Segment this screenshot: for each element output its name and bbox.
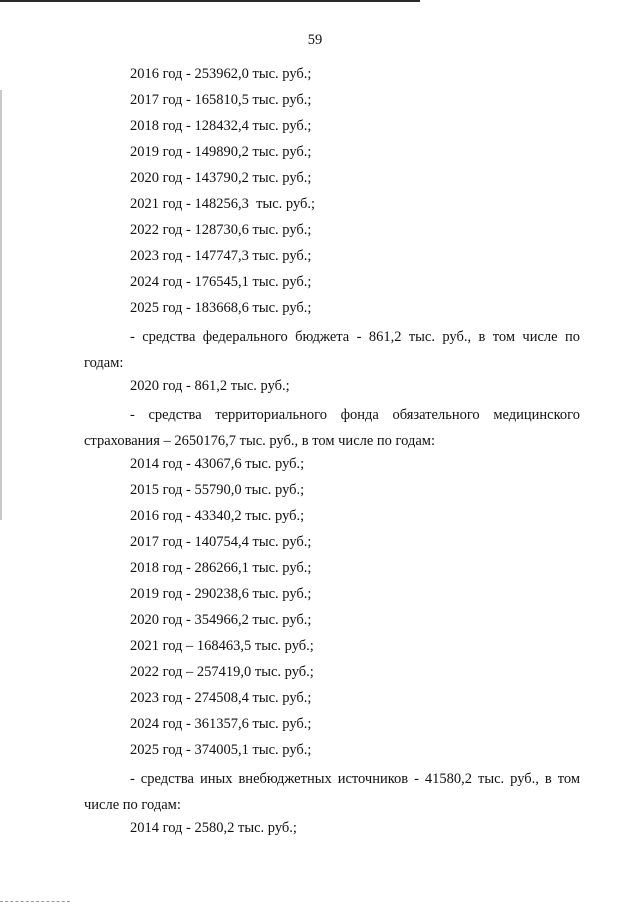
year-line: 2020 год - 861,2 тыс. руб.; — [130, 378, 290, 394]
year-line: 2020 год - 354966,2 тыс. руб.; — [130, 612, 312, 628]
year-line: 2020 год - 143790,2 тыс. руб.; — [130, 170, 312, 186]
year-line: 2023 год - 147747,3 тыс. руб.; — [130, 248, 312, 264]
document-body — [84, 64, 580, 844]
federal-year-list — [84, 376, 580, 402]
tfoms-year-list — [84, 454, 580, 766]
tfoms-paragraph: - средства территориального фонда обязательного медицинского страхования – 2650176,7 тыс. руб., в том числе по годам: — [84, 407, 580, 449]
other-year-list — [84, 818, 580, 844]
year-line: 2018 год - 286266,1 тыс. руб.; — [130, 560, 312, 576]
year-line: 2015 год - 55790,0 тыс. руб.; — [130, 482, 305, 498]
other-sources-paragraph: - средства иных внебюджетных источников - 41580,2 тыс. руб., в том числе по годам: — [84, 771, 580, 813]
year-line: 2014 год - 2580,2 тыс. руб.; — [130, 820, 297, 836]
year-line: 2023 год - 274508,4 тыс. руб.; — [130, 690, 312, 706]
year-line: 2022 год - 128730,6 тыс. руб.; — [130, 222, 312, 238]
block1-year-list — [84, 64, 580, 324]
year-line: 2021 год – 168463,5 тыс. руб.; — [130, 638, 314, 654]
year-line: 2025 год - 183668,6 тыс. руб.; — [130, 300, 312, 316]
page-number: 59 — [307, 32, 323, 48]
year-line: 2019 год - 149890,2 тыс. руб.; — [130, 144, 312, 160]
year-line: 2022 год – 257419,0 тыс. руб.; — [130, 664, 314, 680]
year-line: 2016 год - 43340,2 тыс. руб.; — [130, 508, 305, 524]
scan-edge-top — [0, 0, 420, 2]
year-line: 2017 год - 165810,5 тыс. руб.; — [130, 92, 312, 108]
year-line: 2018 год - 128432,4 тыс. руб.; — [130, 118, 312, 134]
year-line: 2014 год - 43067,6 тыс. руб.; — [130, 456, 305, 472]
year-line: 2016 год - 253962,0 тыс. руб.; — [130, 66, 312, 82]
year-line: 2019 год - 290238,6 тыс. руб.; — [130, 586, 312, 602]
federal-budget-paragraph: - средства федерального бюджета - 861,2 тыс. руб., в том числе по годам: — [84, 329, 580, 371]
year-line: 2024 год - 176545,1 тыс. руб.; — [130, 274, 312, 290]
scan-edge-bottom — [0, 901, 70, 903]
year-line: 2024 год - 361357,6 тыс. руб.; — [130, 716, 312, 732]
year-line: 2017 год - 140754,4 тыс. руб.; — [130, 534, 312, 550]
year-line: 2021 год - 148256,3 тыс. руб.; — [130, 196, 316, 212]
year-line: 2025 год - 374005,1 тыс. руб.; — [130, 742, 312, 758]
scan-edge-left — [0, 90, 2, 520]
